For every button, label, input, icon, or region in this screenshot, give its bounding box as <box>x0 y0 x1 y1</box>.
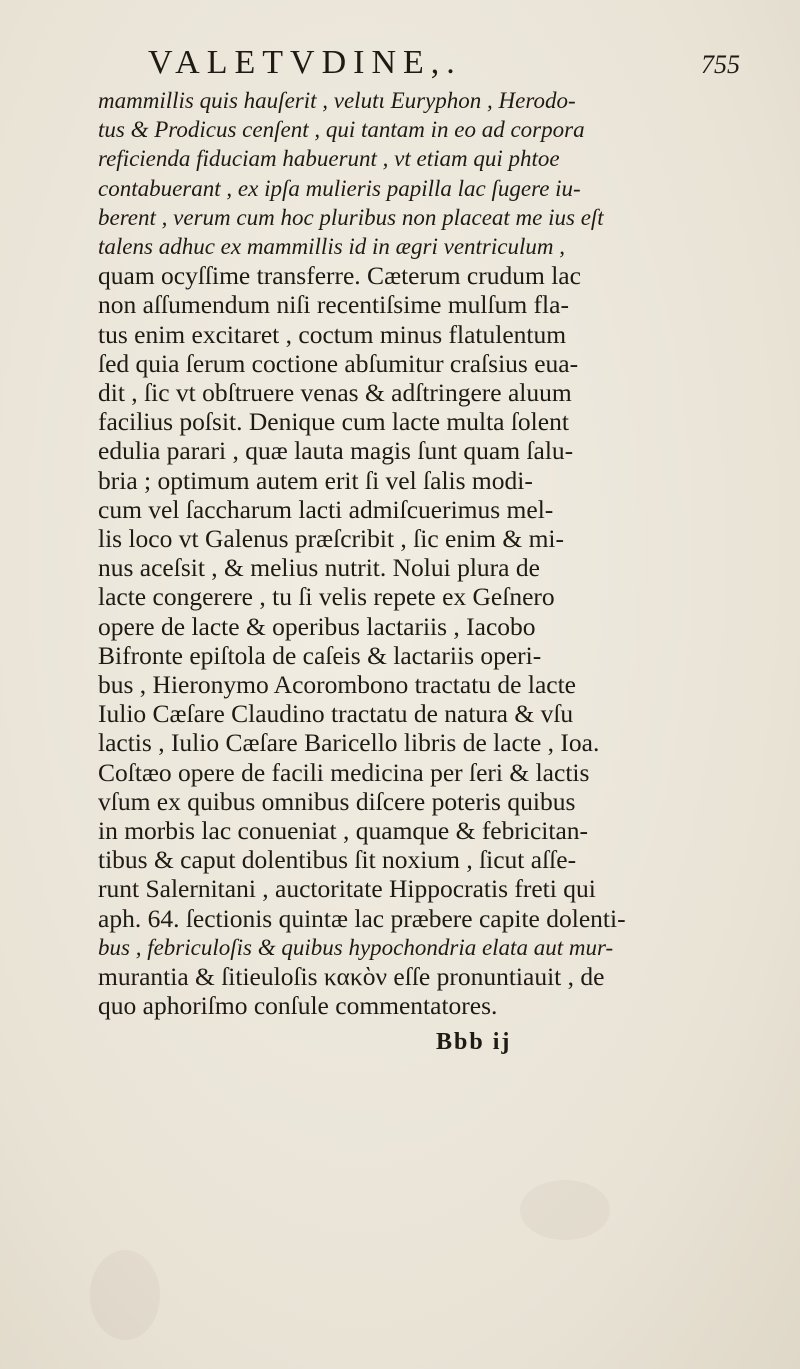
text-line: Bifronte epiſtola de caſeis & lactariis operi- <box>98 640 542 670</box>
text-line: edulia parari , quæ lauta magis ſunt quam ſalu- <box>98 436 574 466</box>
text-line: murantia & ſitieuloſis κακὸν eſſe pronuntiauit , de <box>98 962 605 992</box>
text-line: non aſſumendum niſi recentiſsime mulſum fla- <box>98 290 569 320</box>
text-line: facilius poſsit. Denique cum lacte multa ſolent <box>98 407 569 437</box>
text-line: opere de lacte & operibus lactariis , Iacobo <box>98 611 536 641</box>
text-line: aph. 64. ſectionis quintæ lac præbere capite dolenti- <box>98 903 626 933</box>
text-line: quo aphoriſmo conſule commentatores. <box>98 991 498 1021</box>
text-line: tus enim excitaret , coctum minus flatulentum <box>98 319 567 349</box>
text-line: ſed quia ſerum coctione abſumitur craſsius eua- <box>98 348 579 378</box>
text-line: tibus & caput dolentibus ſit noxium , ſicut aſſe- <box>98 845 577 875</box>
text-line: talens adhuc ex mammillis id in ægri ventriculum , <box>98 234 565 260</box>
paper-stain <box>90 1250 160 1340</box>
text-line: contabuerant , ex ipſa mulieris papilla lac ſugere iu- <box>98 175 581 201</box>
text-line: nus aceſsit , & melius nutrit. Nolui plura de <box>98 553 540 583</box>
page-number: 755 <box>701 50 740 79</box>
paper-stain <box>520 1180 610 1240</box>
text-line: tus & Prodicus cenſent , qui tantam in eo ad corpora <box>98 117 585 143</box>
text-line: vſum ex quibus omnibus diſcere poteris quibus <box>98 786 576 816</box>
signature-mark: Bbb ij <box>436 1029 512 1055</box>
text-line: quam ocyſſime transferre. Cæterum crudum lac <box>98 261 581 291</box>
text-line: berent , verum cum hoc pluribus non placeat me ius eſt <box>98 204 604 230</box>
text-line: runt Salernitani , auctoritate Hippocratis freti qui <box>98 874 596 904</box>
text-line: cum vel ſaccharum lacti admiſcuerimus mel- <box>98 494 554 524</box>
text-line: mammillis quis hauſerit , velutι Euryphon , Herodo- <box>98 88 576 113</box>
text-line: dit , ſic vt obſtruere venas & adſtringere aluum <box>98 378 572 408</box>
text-line: bria ; optimum autem erit ſi vel ſalis modi- <box>98 465 533 495</box>
running-head: VALETVDINE,. <box>148 44 462 81</box>
text-line: lactis , Iulio Cæſare Baricello libris de lacte , Ioa. <box>98 728 600 758</box>
text-line: reficienda fiduciam habuerunt , vt etiam qui phtoe <box>98 146 560 172</box>
text-line: bus , Hieronymo Acorombono tractatu de lacte <box>98 670 576 700</box>
text-line: in morbis lac conueniat , quamque & febricitan- <box>98 816 589 846</box>
text-line: lis loco vt Galenus præſcribit , ſic enim & mi- <box>98 524 565 554</box>
text-line: Coſtæo opere de facili medicina per ſeri & lactis <box>98 757 590 787</box>
text-line: bus , febriculoſis & quibus hypochondria elata aut mur- <box>98 934 614 960</box>
text-line: lacte congerere , tu ſi velis repete ex Geſnero <box>98 582 555 612</box>
text-line: Iulio Cæſare Claudino tractatu de natura & vſu <box>98 699 574 729</box>
body-text <box>98 86 738 1021</box>
